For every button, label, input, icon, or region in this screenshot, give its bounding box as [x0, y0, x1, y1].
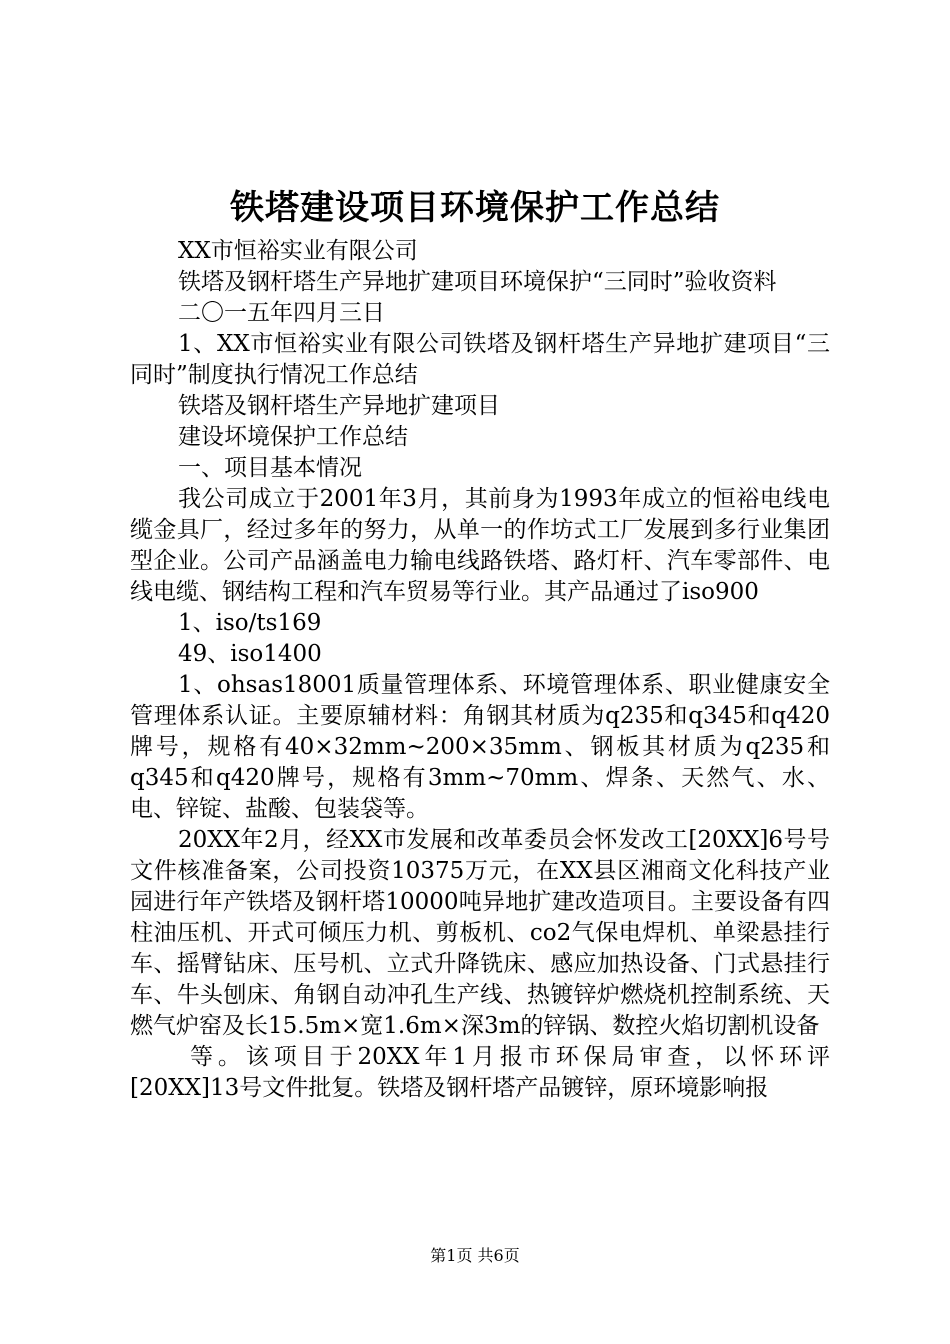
body-paragraph: 1、ohsas18001质量管理体系、环境管理体系、职业健康安全管理体系认证。主要原辅材料：角钢其材质为q235和q345和q420牌号，规格有40×32mm~200×35mm、钢板其材质为q235和q345和q420牌号，规格有3mm~70mm、焊条、天然气、水、电、锌锭、盐酸、包装袋等。 — [130, 672, 830, 822]
body-paragraph: 49、iso1400 — [178, 641, 322, 667]
page-number-footer: 第1页 共6页 — [430, 1246, 520, 1265]
company-name-paragraph: XX市恒裕实业有限公司 — [178, 238, 418, 264]
basic-info-heading: 一、项目基本情况 — [178, 455, 362, 481]
section-heading-paragraph: 1、XX市恒裕实业有限公司铁塔及钢杆塔生产异地扩建项目“三同时”制度执行情况工作总结 — [130, 331, 830, 388]
document-body — [130, 236, 830, 1104]
body-paragraph: 我公司成立于2001年3月，其前身为1993年成立的恒裕电线电缆金具厂，经过多年的努力，从单一的作坊式工厂发展到多行业集团型企业。公司产品涵盖电力输电线路铁塔、路灯杆、汽车零部件、电线电缆、钢结构工程和汽车贸易等行业。其产品通过了iso900 — [130, 486, 830, 605]
summary-title-paragraph: 建设坏境保护工作总结 — [178, 424, 408, 450]
body-paragraph: 20XX年2月，经XX市发展和改革委员会怀发改工[20XX]6号号文件核准备案，公司投资10375万元，在XX县区湘商文化科技产业园进行年产铁塔及钢杆塔10000吨异地扩建改造项目。主要设备有四柱油压机、开式可倾压力机、剪板机、co2气保电焊机、单梁悬挂行车、摇臂钻床、压号机、立式升降铣床、感应加热设备、门式悬挂行车、牛头刨床、角钢自动冲孔生产线、热镀锌炉燃烧机控制系统、天燃气炉窑及长15.5m×宽1.6m×深3m的锌锅、数控火焰切割机设备 — [130, 827, 830, 1039]
body-paragraph: 1、iso/ts169 — [178, 610, 322, 636]
body-paragraph: 等。该项目于20XX年1月报市环保局审查，以怀环评[20XX]13号文件批复。铁塔及钢杆塔产品镀锌，原环境影响报 — [130, 1044, 830, 1101]
subject-paragraph: 铁塔及钢杆塔生产异地扩建项目环境保护“三同时”验收资料 — [178, 269, 777, 295]
document-title: 铁塔建设项目环境保护工作总结 — [230, 188, 720, 228]
date-paragraph: 二〇一五年四月三日 — [178, 300, 385, 326]
project-name-paragraph: 铁塔及钢杆塔生产异地扩建项目 — [178, 393, 500, 419]
